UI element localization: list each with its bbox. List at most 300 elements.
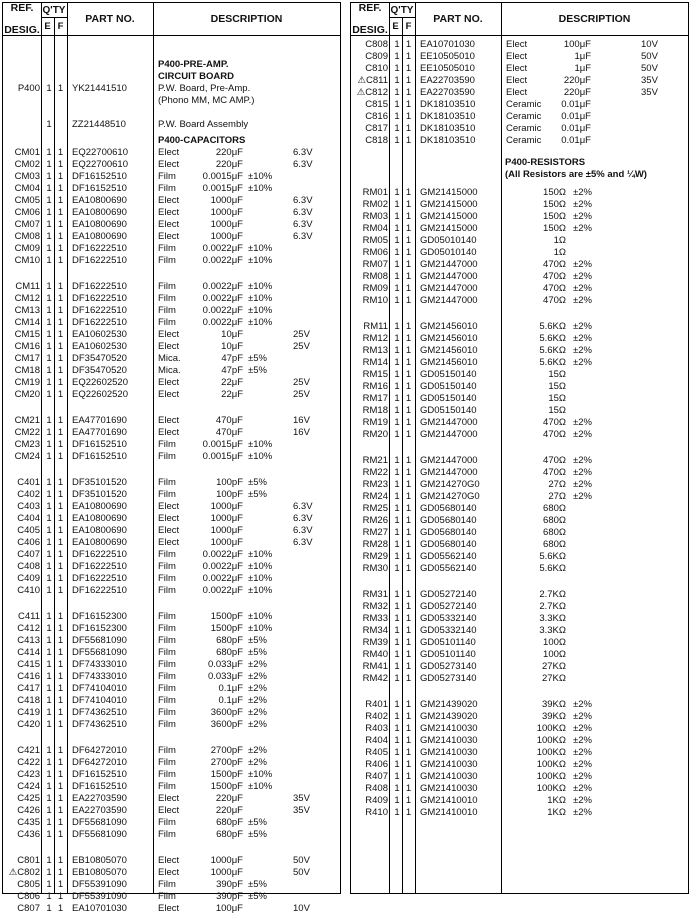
part-no: EQ22700610 [72,159,128,170]
qty-e: 1 [394,429,400,440]
component-value: 0.0022μF [202,243,243,254]
table-row [3,537,340,549]
component-value: 47pF [221,365,243,376]
part-no: EA22703590 [420,75,475,86]
resistance-value: 5.6KΩ [539,563,566,574]
part-no: DF16222510 [72,561,127,572]
qty-f: 1 [405,723,412,734]
resistance-value: 39KΩ [541,699,566,710]
section-heading-preamp: P400-PRE-AMP. [158,59,229,70]
qty-e: 1 [394,503,400,514]
tolerance: ±2% [573,283,592,294]
tolerance: ±2% [573,723,592,734]
table-row [3,769,340,781]
tolerance: ±2% [248,659,267,670]
table-row [351,637,688,649]
ref-desig: C426 [17,805,40,816]
part-no: GD05680140 [420,515,477,526]
ref-desig: C404 [17,513,40,524]
component-type: Elect [158,159,180,170]
part-no: GM214270G0 [420,491,480,502]
component-type: Film [158,573,176,584]
table-row [3,891,340,903]
qty-e: 1 [394,271,400,282]
ref-desig: RM03 [362,211,388,222]
part-no: DF55391090 [72,891,127,902]
ref-desig: CM08 [14,231,40,242]
qty-e: 1 [394,211,400,222]
part-no: DF74333010 [72,671,127,682]
ref-desig: CM12 [14,293,40,304]
qty-f: 1 [405,283,412,294]
qty-f: 1 [405,223,412,234]
tolerance: ±2% [573,271,592,282]
tolerance: ±10% [248,305,273,316]
header-qty: Q'TY [389,3,415,18]
qty-e: 1 [394,51,400,62]
qty-f: 1 [405,369,412,380]
tolerance: ±5% [248,635,267,646]
qty-f: 1 [57,719,64,730]
qty-f: 1 [405,747,412,758]
ref-desig: R401 [365,699,388,710]
part-no: GM21447000 [420,429,478,440]
tolerance: ±10% [248,439,273,450]
part-no: DF16222510 [72,585,127,596]
part-no: GM21439020 [420,699,478,710]
resistance-value: 1KΩ [547,795,566,806]
tolerance: ±10% [248,317,273,328]
ref-desig: C407 [17,549,40,560]
resistance-value: 470Ω [543,455,566,466]
resistance-value: 5.6KΩ [539,357,566,368]
qty-e: 1 [394,223,400,234]
qty-f: 1 [57,183,64,194]
table-row [351,357,688,369]
component-type: Film [158,171,176,182]
component-value: 0.0022μF [202,255,243,266]
table-row [3,415,340,427]
qty-e: 1 [46,683,52,694]
table-row [351,123,688,135]
qty-f: 1 [57,501,64,512]
component-type: Film [158,745,176,756]
table-row [3,647,340,659]
component-value: 0.01μF [561,135,591,146]
component-value: 47pF [221,353,243,364]
qty-e: 1 [394,807,400,818]
tolerance: ±2% [573,759,592,770]
ref-desig: RM06 [362,247,388,258]
voltage-rating: 6.3V [293,195,313,206]
part-no: DF16222510 [72,573,127,584]
qty-f: 1 [405,405,412,416]
resistance-value: 680Ω [543,515,566,526]
table-row [351,661,688,673]
table-row [351,771,688,783]
qty-e: 1 [46,745,52,756]
table-row [3,695,340,707]
ref-desig: RM12 [362,333,388,344]
resistance-value: 27Ω [548,479,566,490]
qty-f: 1 [405,295,412,306]
ref-desig: CM16 [14,341,40,352]
ref-desig: C416 [17,671,40,682]
ref-desig: CM22 [14,427,40,438]
qty-e: 1 [394,563,400,574]
component-value: 1000μF [210,513,243,524]
component-type: Film [158,817,176,828]
tolerance: ±5% [248,477,267,488]
ref-desig: C401 [17,477,40,488]
component-value: 0.0015μF [202,451,243,462]
qty-f: 1 [405,247,412,258]
part-no: GD05150140 [420,393,477,404]
qty-f: 1 [405,699,412,710]
component-value: 1000μF [210,525,243,536]
ref-desig: CM05 [14,195,40,206]
voltage-rating: 25V [293,329,310,340]
part-no: DK18103510 [420,123,476,134]
ref-desig: RM11 [363,321,388,332]
table-row [351,783,688,795]
ref-desig: R406 [365,759,388,770]
part-no: GM21447000 [420,259,478,270]
ref-desig: ⚠C811 [357,75,388,86]
resistor-note: (All Resistors are ±5% and ¼W) [505,169,647,180]
component-value: 390pF [216,891,243,902]
qty-e: 1 [394,111,400,122]
qty-e: 1 [394,247,400,258]
qty-e: 1 [46,451,52,462]
qty-f: 1 [405,467,412,478]
table-row [351,735,688,747]
qty-f: 1 [57,231,64,242]
part-no: DF74333010 [72,659,127,670]
part-no: EA47701690 [72,427,127,438]
qty-f: 1 [405,551,412,562]
ref-desig: CM15 [14,329,40,340]
qty-e: 1 [46,561,52,572]
qty-e: 1 [46,255,52,266]
qty-f: 1 [405,51,412,62]
qty-e: 1 [46,83,52,94]
qty-f: 1 [405,589,412,600]
component-type: Film [158,781,176,792]
component-type: Elect [506,63,528,74]
qty-f: 1 [57,707,64,718]
qty-e: 1 [394,99,400,110]
qty-e: 1 [394,467,400,478]
qty-e: 1 [394,771,400,782]
ref-desig: C402 [17,489,40,500]
qty-f: 1 [57,353,64,364]
ref-desig: RM10 [362,295,388,306]
qty-e: 1 [394,601,400,612]
part-no: EA10602530 [72,329,127,340]
qty-f: 1 [57,489,64,500]
component-type: Elect [158,805,180,816]
table-row [3,489,340,501]
table-row [3,525,340,537]
table-row [351,369,688,381]
resistance-value: 15Ω [548,393,566,404]
qty-e: 1 [394,551,400,562]
qty-f: 1 [57,549,64,560]
part-no: EQ22602520 [72,389,128,400]
resistance-value: 680Ω [543,539,566,550]
qty-e: 1 [394,295,400,306]
voltage-rating: 6.3V [293,207,313,218]
ref-desig: RM05 [362,235,388,246]
qty-f: 1 [57,305,64,316]
component-type: Film [158,451,176,462]
resistance-value: 470Ω [543,283,566,294]
part-no: GD05680140 [420,503,477,514]
qty-e: 1 [46,231,52,242]
component-value: 3600pF [210,707,243,718]
part-no: DF35101520 [72,489,127,500]
qty-f: 1 [57,611,64,622]
tolerance: ±10% [248,255,273,266]
ref-desig: CM06 [14,207,40,218]
description: (Phono MM, MC AMP.) [158,95,255,106]
resistance-value: 2.7KΩ [539,601,566,612]
tolerance: ±10% [248,171,273,182]
component-type: Elect [158,147,180,158]
component-value: 1μF [574,63,591,74]
part-no: GM21415000 [420,187,478,198]
component-type: Elect [158,855,180,866]
part-no: DF16222510 [72,281,127,292]
tolerance: ±2% [248,683,267,694]
part-no: GM21410030 [420,723,478,734]
qty-f: 1 [405,661,412,672]
table-row [351,711,688,723]
table-row [3,219,340,231]
qty-f: 1 [57,329,64,340]
component-type: Film [158,769,176,780]
qty-e: 1 [46,219,52,230]
table-row [3,659,340,671]
resistance-value: 1KΩ [547,807,566,818]
qty-f: 1 [405,39,412,50]
ref-desig: C809 [365,51,388,62]
part-no: DF55391090 [72,879,127,890]
ref-desig: RM16 [362,381,388,392]
ref-desig: C410 [17,585,40,596]
resistance-value: 680Ω [543,527,566,538]
qty-f: 1 [405,211,412,222]
voltage-rating: 50V [641,63,658,74]
description: P.W. Board, Pre-Amp. [158,83,251,94]
table-row [351,625,688,637]
component-value: 22μF [221,389,243,400]
component-type: Film [158,879,176,890]
qty-f: 1 [57,903,64,914]
table-row [3,781,340,793]
component-type: Film [158,829,176,840]
table-row [351,75,688,87]
component-value: 0.01μF [561,123,591,134]
table-row [351,539,688,551]
qty-f: 1 [57,389,64,400]
qty-e: 1 [46,427,52,438]
header-description: DESCRIPTION [558,12,631,25]
ref-desig: RM19 [362,417,388,428]
part-no: GD05273140 [420,661,477,672]
qty-e: 1 [394,455,400,466]
voltage-rating: 16V [293,427,310,438]
qty-e: 1 [394,673,400,684]
part-no: DK18103510 [420,135,476,146]
qty-f: 1 [57,623,64,634]
ref-desig: RM09 [362,283,388,294]
component-type: Ceramic [506,135,542,146]
qty-e: 1 [394,759,400,770]
resistance-value: 150Ω [543,211,566,222]
component-value: 0.0015μF [202,171,243,182]
tolerance: ±2% [573,455,592,466]
qty-f: 1 [57,659,64,670]
qty-e: 1 [46,817,52,828]
qty-f: 1 [57,585,64,596]
qty-f: 1 [405,135,412,146]
qty-f: 1 [57,317,64,328]
table-row [3,243,340,255]
component-value: 470μF [215,415,243,426]
qty-f: 1 [405,123,412,134]
table-row [351,479,688,491]
qty-e: 1 [46,243,52,254]
qty-f: 1 [405,711,412,722]
table-row [3,477,340,489]
table-row [351,563,688,575]
ref-desig: RM21 [362,455,388,466]
part-no: DF35470520 [72,365,127,376]
qty-f: 1 [57,439,64,450]
qty-e: 1 [46,329,52,340]
qty-e: 1 [46,781,52,792]
part-no: EA10800690 [72,525,127,536]
resistance-value: 1Ω [553,235,566,246]
qty-e: 1 [46,695,52,706]
table-row [351,63,688,75]
part-no: GD05272140 [420,589,477,600]
component-type: Film [158,623,176,634]
qty-f: 1 [57,671,64,682]
table-row [3,231,340,243]
qty-f: 1 [405,235,412,246]
ref-desig: R409 [365,795,388,806]
part-no: DF55681090 [72,817,127,828]
tolerance: ±5% [248,891,267,902]
qty-f: 1 [57,757,64,768]
component-value: 0.0022μF [202,305,243,316]
table-row [351,417,688,429]
component-type: Ceramic [506,99,542,110]
qty-e: 1 [394,63,400,74]
part-no: GD05150140 [420,381,477,392]
qty-f: 1 [405,807,412,818]
table-row [351,405,688,417]
qty-e: 1 [394,625,400,636]
table-row [3,817,340,829]
qty-e: 1 [46,549,52,560]
qty-f: 1 [57,255,64,266]
qty-f: 1 [57,365,64,376]
voltage-rating: 16V [293,415,310,426]
table-row [3,513,340,525]
header-part-no: PART NO. [85,12,135,25]
ref-desig: RM39 [362,637,388,648]
resistance-value: 1Ω [553,247,566,258]
part-no: DF55681090 [72,829,127,840]
component-type: Film [158,477,176,488]
component-type: Film [158,891,176,902]
ref-desig: CM13 [14,305,40,316]
qty-f: 1 [405,321,412,332]
part-no: EB10805070 [72,855,127,866]
ref-desig: C420 [17,719,40,730]
component-type: Elect [506,75,528,86]
qty-f: 1 [405,429,412,440]
part-no: EA22703590 [420,87,475,98]
qty-e: 1 [46,867,52,878]
ref-desig: CM04 [14,183,40,194]
tolerance: ±2% [573,747,592,758]
tolerance: ±5% [248,647,267,658]
qty-f: 1 [405,783,412,794]
table-row [3,805,340,817]
component-value: 220μF [563,75,591,86]
ref-desig: R405 [365,747,388,758]
ref-desig: RM01 [362,187,388,198]
part-no: ZZ21448510 [72,119,126,130]
component-type: Elect [158,377,180,388]
qty-e: 1 [394,393,400,404]
qty-f: 1 [405,393,412,404]
qty-e: 1 [46,623,52,634]
component-value: 100pF [216,477,243,488]
table-row [3,293,340,305]
qty-f: 1 [405,75,412,86]
part-no: GD05272140 [420,601,477,612]
part-no: EE10505010 [420,51,475,62]
qty-e: 1 [46,365,52,376]
part-no: EA10602530 [72,341,127,352]
table-row [351,187,688,199]
qty-e: 1 [46,513,52,524]
table-row [351,527,688,539]
qty-f: 1 [405,539,412,550]
component-value: 1500pF [210,769,243,780]
qty-e: 1 [46,207,52,218]
ref-desig: C421 [17,745,40,756]
qty-e: 1 [394,123,400,134]
tolerance: ±2% [573,417,592,428]
table-row [3,867,340,879]
qty-f: 1 [57,793,64,804]
component-value: 0.0022μF [202,573,243,584]
qty-e: 1 [394,637,400,648]
resistance-value: 100KΩ [536,783,566,794]
ref-desig: RM33 [362,613,388,624]
table-row [351,795,688,807]
table-row [3,95,340,107]
component-value: 220μF [215,793,243,804]
tolerance: ±2% [573,357,592,368]
